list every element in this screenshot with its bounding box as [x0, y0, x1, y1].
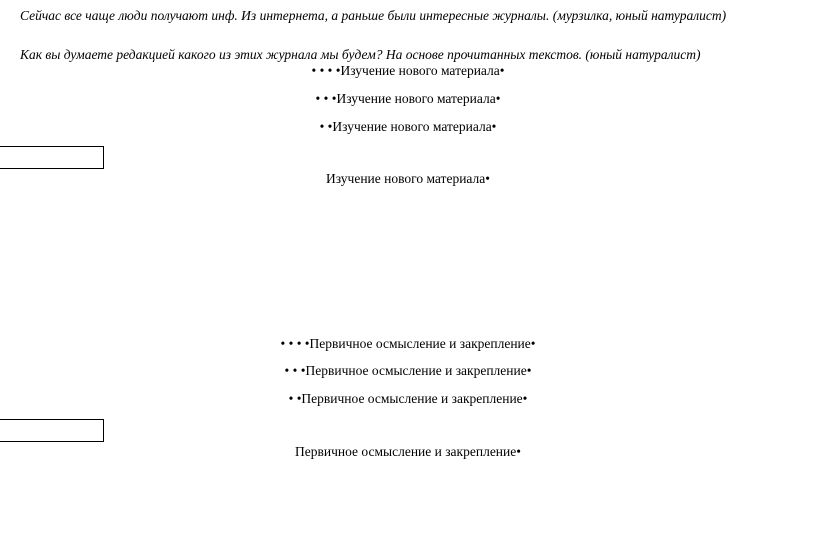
lesson-stage-item: • •Первичное осмысление и закрепление• [288, 391, 528, 406]
intro-text-line-2: Как вы думаете редакцией какого из этих журнала мы будем? На основе прочитанных текстов. (юный натуралист) [20, 47, 701, 62]
lesson-stage-item: • • • •Изучение нового материала• [311, 63, 505, 78]
lesson-stage-item: • • •Первичное осмысление и закрепление• [284, 363, 532, 378]
intro-text-line-1: Сейчас все чаще люди получают инф. Из интернета, а раньше были интересные журналы. (мурзилка, юный натуралист) [20, 8, 727, 23]
lesson-stage-item: Первичное осмысление и закрепление• [295, 444, 521, 459]
text-box-placeholder [0, 146, 104, 169]
lesson-stage-item: • • • •Первичное осмысление и закрепление• [280, 336, 536, 351]
lesson-stage-item: Изучение нового материала• [325, 171, 490, 186]
text-box-placeholder [0, 419, 104, 442]
lesson-stage-item: • •Изучение нового материала• [319, 119, 497, 134]
lesson-stage-item: • • •Изучение нового материала• [315, 91, 501, 106]
